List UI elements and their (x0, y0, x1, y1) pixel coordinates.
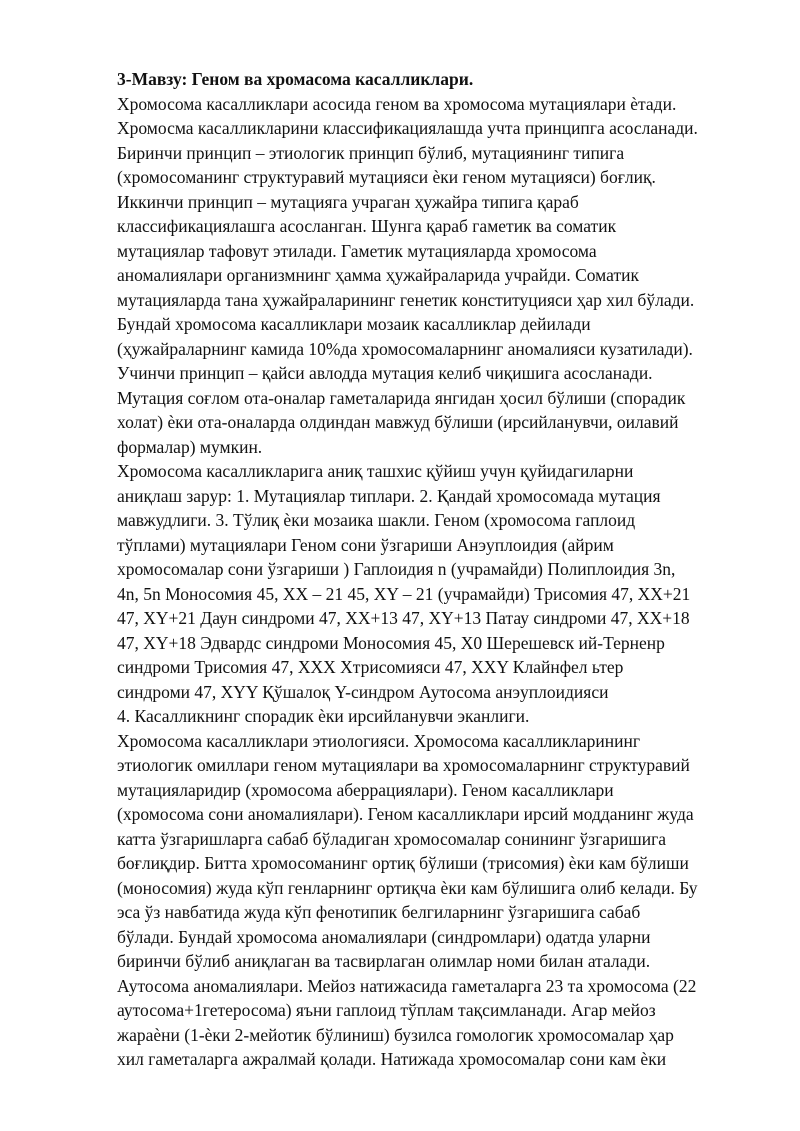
text-line: Хромосма касалликларини классификациялашда учта принципга асосланади. (117, 118, 698, 138)
text-line: (хромосоманинг структуравий мутацияси ѐки геном мутацияси) боғлиқ. (117, 167, 656, 187)
text-line: (моносомия) жуда кўп генларнинг ортиқча ѐки кам бўлишига олиб келади. Бу (117, 877, 698, 898)
text-line: мутациялар тафовут этилади. Гаметик мутацияларда хромосома (117, 240, 597, 261)
text-line: этиологик омиллари геном мутациялари ва хромосомаларнинг структуравий (117, 755, 690, 775)
text-line: (хромосома сони аномалиялари). Геном касалликлари ирсий модданинг жуда (117, 804, 694, 824)
text-line: боғлиқдир. Битта хромосоманинг ортиқ бўлиши (трисомия) ѐки кам бўлиши (117, 853, 689, 873)
text-line: 47, ХY+21 Даун синдроми 47, ХХ+13 47, ХY+13 Патау синдроми 47, ХХ+18 (117, 608, 690, 628)
text-line: холат) ѐки ота-оналарда олдиндан мавжуд бўлиши (ирсийланувчи, оилавий (117, 412, 679, 432)
text-line: Учинчи принцип – қайси авлодда мутация келиб чиқишига асосланади. (117, 363, 653, 383)
text-line: 4n, 5n Моносомия 45, ХХ – 21 45, ХY – 21 (учрамайди) Трисомия 47, ХХ+21 (117, 583, 691, 604)
text-line: Хромосома касалликлари асосида геном ва хромосома мутациялари ѐтади. (117, 93, 677, 114)
text-line: эса ўз навбатида жуда кўп фенотипик белгиларнинг ўзгаришига сабаб (117, 902, 641, 922)
text-line: синдроми Трисомия 47, ХХХ Хтрисомияси 47, ХХY Клайнфел ьтер (117, 657, 624, 677)
text-line: мутацияларидир (хромосома аберрациялари). Геном касалликлари (117, 779, 614, 800)
text-line: биринчи бўлиб аниқлаган ва тасвирлаган олимлар номи билан аталади. (117, 951, 651, 971)
text-line: 47, ХY+18 Эдвардс синдроми Моносомия 45, Х0 Шерешевск ий-Терненр (117, 632, 665, 653)
text-line: Мутация соғлом ота-оналар гаметаларида янгидан ҳосил бўлиши (спорадик (117, 387, 686, 408)
text-line: формалар) мумкин. (117, 436, 263, 457)
text-line: Биринчи принцип – этиологик принцип бўлиб, мутациянинг типига (117, 142, 625, 163)
text-line: мутацияларда тана ҳужайраларининг генетик конституцияси ҳар хил бўлади. (117, 289, 695, 310)
text-line: катта ўзгаришларга сабаб бўладиган хромосомалар сонининг ўзгаришига (117, 828, 667, 849)
text-line: Хромосома касалликларига аниқ ташхис қўйиш учун қуйидагиларни (117, 461, 634, 481)
text-line: Бундай хромосома касалликлари мозаик касалликлар дейилади (117, 314, 591, 334)
text-line: (ҳужайраларнинг камида 10%да хромосомаларнинг аномалияси кузатилади). (117, 338, 693, 359)
text-line: Хромосома касалликлари этиологияси. Хромосома касалликларининг (117, 730, 641, 751)
text-line: жараѐни (1-ѐки 2-мейотик бўлиниш) бузилса гомологик хромосомалар ҳар (117, 1024, 674, 1045)
text-line: тўплами) мутациялари Геном сони ўзгариши Анэуплоидия (айрим (117, 534, 614, 555)
text-line: классификациялашга асосланган. Шунга қараб гаметик ва соматик (117, 216, 617, 236)
text-line: 4. Касалликнинг спорадик ѐки ирсийланувчи эканлиги. (117, 706, 530, 726)
text-line: аномалиялари организмнинг ҳамма ҳужайраларида учрайди. Соматик (117, 265, 639, 285)
document-body (117, 92, 747, 1072)
text-line: хил гаметаларга ажралмай қолади. Натижада хромосомалар сони кам ѐки (117, 1049, 667, 1069)
text-line: синдроми 47, ХYY Қўшалоқ Y-синдром Аутосома анэуплоидияси (117, 681, 609, 702)
page-title: 3-Мавзу: Геном ва хромасома касалликлари. (117, 69, 474, 89)
text-line: Аутосома аномалиялари. Мейоз натижасида гаметаларга 23 та хромосома (22 (117, 975, 697, 996)
document-page (117, 67, 747, 1072)
text-line: аниқлаш зарур: 1. Мутациялар типлари. 2. Қандай хромосомада мутация (117, 485, 661, 506)
text-line: аутосома+1гетеросома) яъни гаплоид тўплам тақсимланади. Агар мейоз (117, 1000, 656, 1020)
text-line: хромосомалар сони ўзгариши ) Гаплоидия n (учрамайди) Полиплоидия 3n, (117, 559, 676, 579)
text-line: мавжудлиги. 3. Тўлиқ ѐки мозаика шакли. Геном (хромосома гаплоид (117, 510, 636, 530)
text-line: Иккинчи принцип – мутацияга учраган ҳужайра типига қараб (117, 191, 579, 212)
text-line: бўлади. Бундай хромосома аномалиялари (синдромлари) одатда уларни (117, 926, 651, 947)
